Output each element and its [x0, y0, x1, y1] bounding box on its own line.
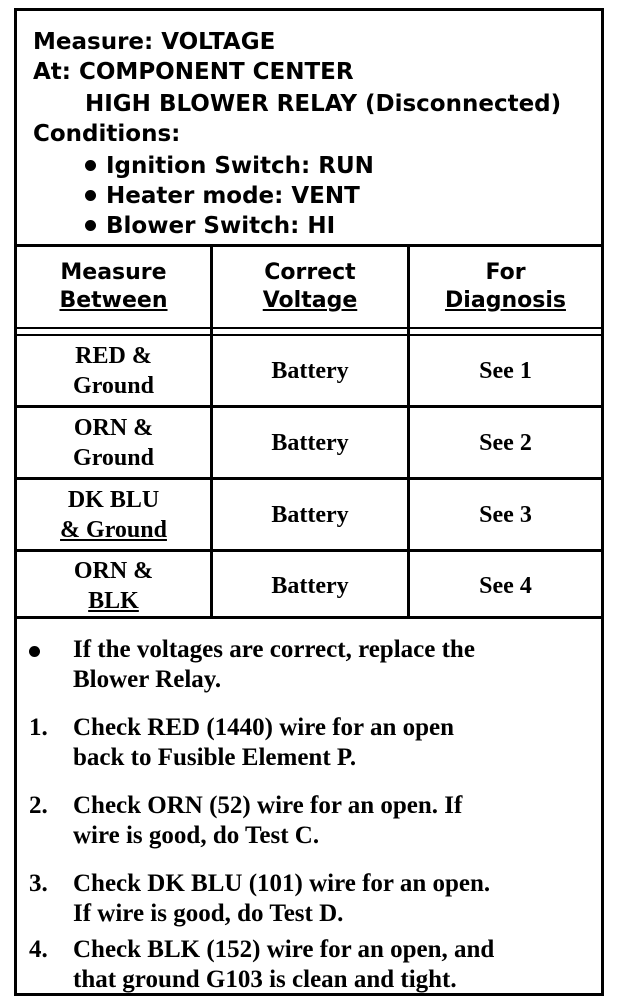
header-rule	[17, 327, 601, 329]
table-row-3-between: DK BLU & Ground	[60, 486, 167, 543]
table-row-3-diagnosis: See 3	[479, 501, 532, 528]
note-item: 4. Check BLK (152) wire for an open, and that ground G103 is clean and tight.	[29, 936, 495, 993]
table-row-1-between: RED & Ground	[73, 342, 154, 399]
conditions-label: Conditions:	[33, 121, 181, 147]
note-marker: 1.	[29, 714, 48, 741]
condition-item: Blower Switch: HI	[85, 211, 335, 241]
condition-item: Heater mode: VENT	[85, 181, 360, 211]
condition-item: Ignition Switch: RUN	[85, 151, 374, 181]
test-card	[14, 8, 604, 996]
table-row-4-between: ORN & BLK	[73, 557, 154, 614]
location-title: At: COMPONENT CENTER	[33, 59, 354, 85]
table-row-4-diagnosis: See 4	[479, 572, 532, 599]
table-row-1-diagnosis: See 1	[479, 357, 532, 384]
test-header	[17, 11, 601, 247]
column-header-measure-between: Measure Between	[59, 260, 168, 313]
note-marker	[29, 635, 69, 665]
bullet-icon	[29, 646, 40, 657]
table-row-3-voltage: Battery	[271, 501, 349, 528]
measure-title: Measure: VOLTAGE	[33, 29, 276, 55]
table-row-2-voltage: Battery	[271, 429, 349, 456]
note-item: If the voltages are correct, replace the Blower Relay.	[25, 635, 595, 697]
note-item: 3. Check DK BLU (101) wire for an open. If wire is good, do Test D.	[29, 870, 491, 927]
table-bottom-border	[17, 616, 601, 619]
bullet-icon	[85, 190, 96, 201]
bullet-icon	[85, 220, 96, 231]
column-header-for-diagnosis: For Diagnosis	[445, 260, 566, 313]
note-item: 1. Check RED (1440) wire for an open back to Fusible Element P.	[29, 714, 455, 771]
component-name: HIGH BLOWER RELAY (Disconnected)	[85, 91, 562, 117]
note-marker: 3.	[29, 870, 48, 897]
voltage-table	[17, 247, 601, 619]
table-row-2-between: ORN & Ground	[73, 414, 154, 471]
table-row-1-voltage: Battery	[271, 357, 349, 384]
note-marker: 2.	[29, 792, 48, 819]
column-header-correct-voltage: Correct Voltage	[262, 260, 358, 313]
table-row-2-diagnosis: See 2	[479, 429, 532, 456]
note-item: 2. Check ORN (52) wire for an open. If wire is good, do Test C.	[29, 792, 463, 849]
table-row-4-voltage: Battery	[271, 572, 349, 599]
note-marker: 4.	[29, 936, 48, 963]
bullet-icon	[85, 160, 96, 171]
